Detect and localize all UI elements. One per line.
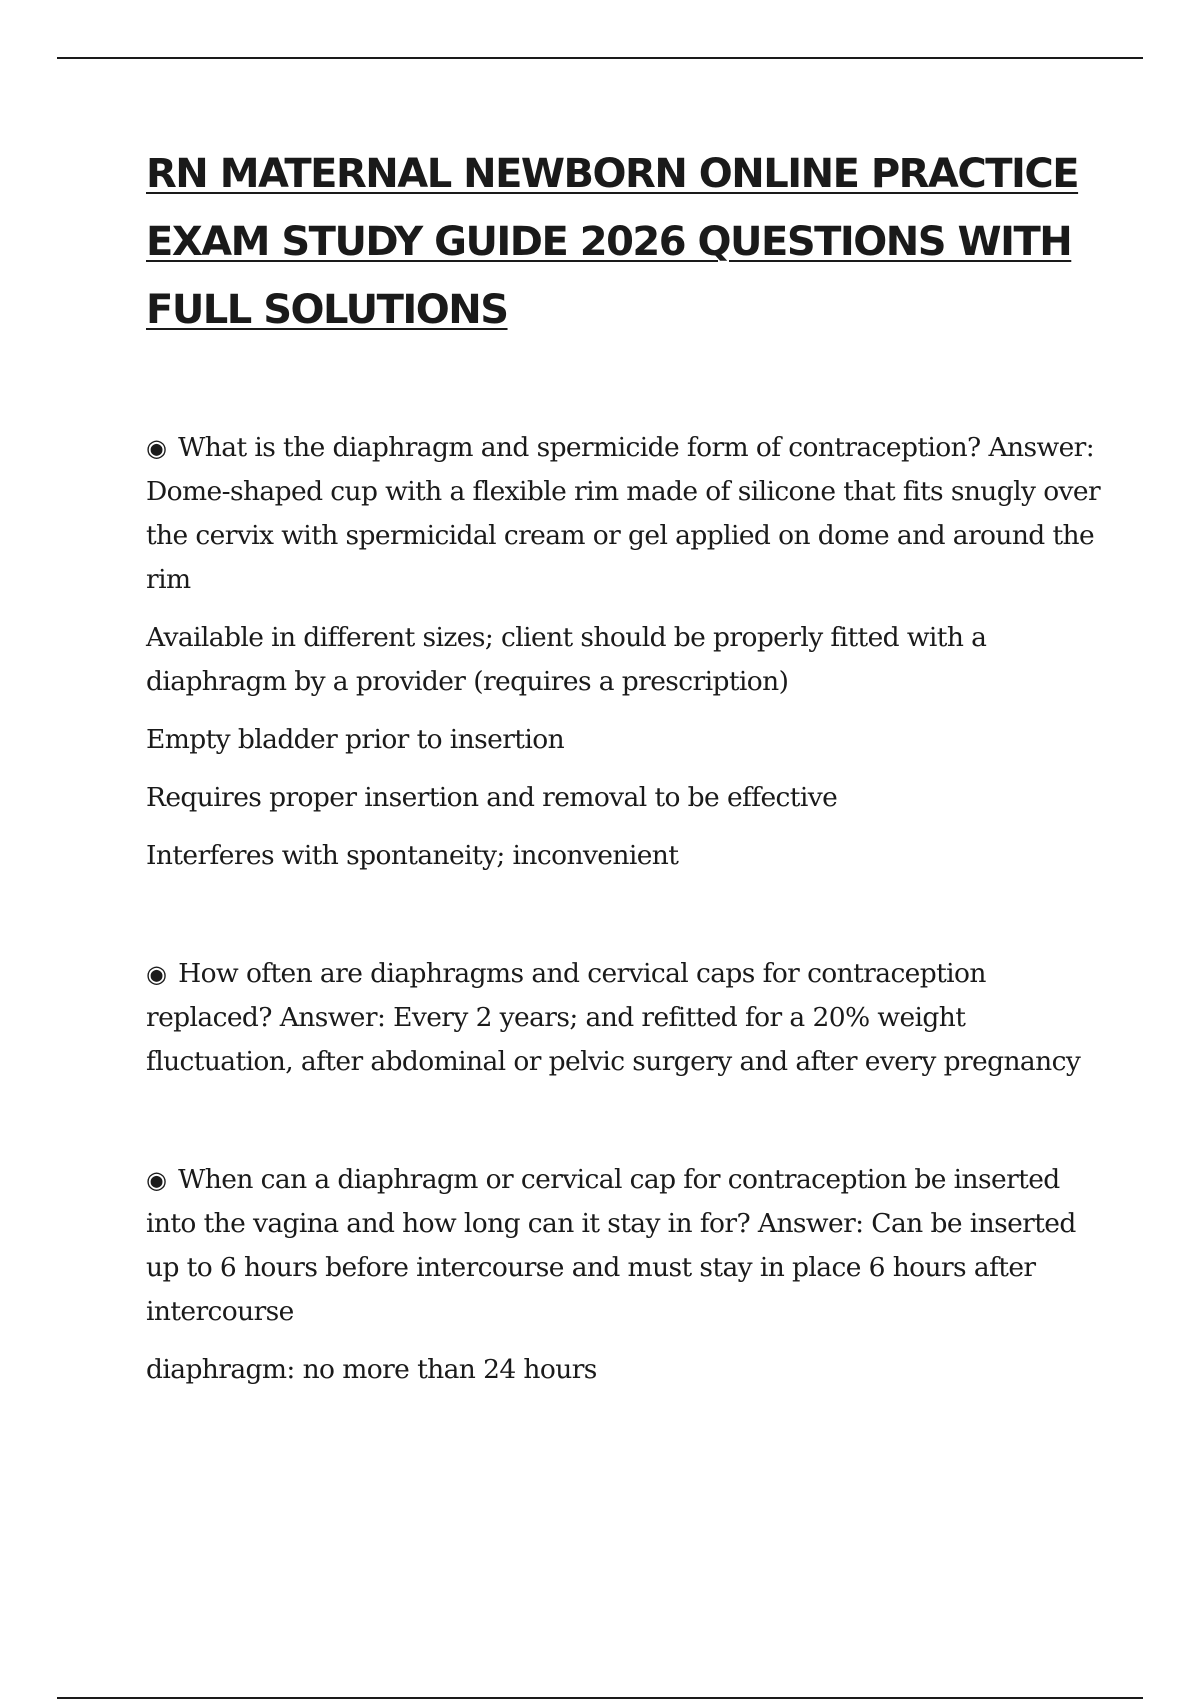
answer-text: Answer: Dome-shaped cup with a flexible rim made of silicone that fits snugly over the cervix with spermicidal cream or gel applied on dome and around the rim (146, 432, 1101, 595)
document-title: RN MATERNAL NEWBORN ONLINE PRACTICE EXAM STUDY GUIDE 2026 QUESTIONS WITH FULL SOLUTIONS (146, 151, 1079, 333)
radio-bullet-icon: ◉ (146, 1166, 167, 1194)
question-text: How often are diaphragms and cervical caps for contraception replaced? (146, 958, 986, 1033)
qa-list (146, 426, 1106, 1392)
answer-text: Answer: Every 2 years; and refitted for a 20% weight fluctuation, after abdominal or pelvic surgery and after every pregnancy (146, 1002, 1081, 1077)
answer-note: Available in different sizes; client should be properly fitted with a diaphragm by a provider (requires a prescription) (146, 622, 987, 697)
qa-item (146, 952, 1106, 1084)
answer-note: Requires proper insertion and removal to be effective (146, 782, 838, 813)
answer-note: Empty bladder prior to insertion (146, 724, 565, 755)
radio-bullet-icon: ◉ (146, 960, 167, 988)
qa-question-answer (146, 426, 1106, 602)
qa-item (146, 1158, 1106, 1392)
answer-note: diaphragm: no more than 24 hours (146, 1354, 597, 1385)
qa-item (146, 426, 1106, 878)
answer-note: Interferes with spontaneity; inconvenient (146, 840, 679, 871)
document-body (146, 140, 1106, 1466)
question-text: What is the diaphragm and spermicide form of contraception? (178, 432, 981, 463)
qa-question-answer (146, 952, 1106, 1084)
qa-question-answer (146, 1158, 1106, 1334)
radio-bullet-icon: ◉ (146, 434, 167, 462)
top-divider (57, 57, 1143, 59)
answer-text: Answer: Can be inserted up to 6 hours before intercourse and must stay in place 6 hours after intercourse (146, 1208, 1076, 1327)
bottom-divider (57, 1697, 1143, 1699)
question-text: When can a diaphragm or cervical cap for contraception be inserted into the vagina and how long can it stay in for? (146, 1164, 1060, 1239)
